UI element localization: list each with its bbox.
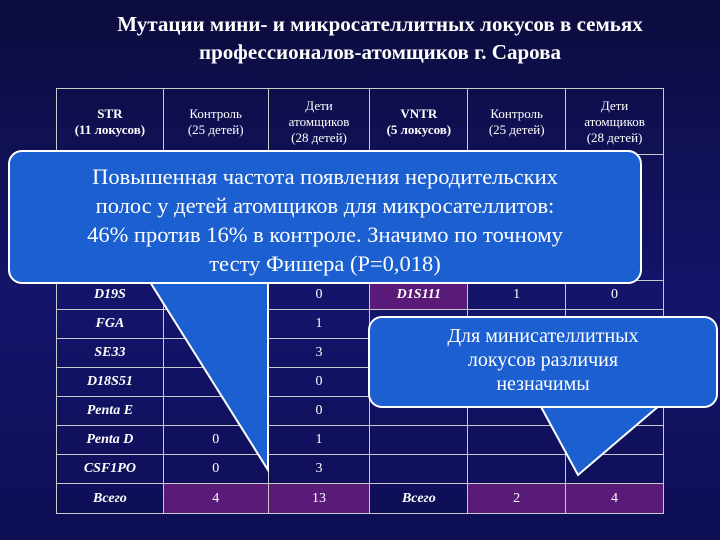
table-row: Penta D 0 1 — [57, 426, 664, 455]
main-callout: Повышенная частота появления неродительских полос у детей атомщиков для микросателлитов: 46% против 16% в контроле. Значимо по точному тесту Фишера (Р=0,018) — [8, 150, 642, 284]
table-total-row: Всего 4 13 Всего 2 4 — [57, 484, 664, 514]
main-callout-tail — [150, 282, 268, 470]
slide-title-line2: профессионалов-атомщиков г. Сарова — [199, 40, 561, 64]
header-str: STR (11 локусов) — [57, 89, 164, 155]
table-row: D18S51 0 — [57, 368, 664, 397]
header-vntr: VNTR (5 локусов) — [370, 89, 468, 155]
header-children: Дети атомщиков (28 детей) — [268, 89, 370, 155]
table-row: Penta E 0 — [57, 397, 664, 426]
table-row: SE33 3 — [57, 339, 664, 368]
header-control: Контроль (25 детей) — [163, 89, 268, 155]
table-row: D19S 0 D1S111 1 0 — [57, 281, 664, 310]
header-vcontrol: Контроль (25 детей) — [468, 89, 566, 155]
table-row: CSF1PO 0 3 — [57, 455, 664, 484]
table-row: FGA 1 — [57, 310, 664, 339]
slide-title-line1: Мутации мини- и микросателлитных локусов в семьях — [117, 12, 643, 36]
minisat-callout: Для минисателлитных локусов различия незначимы — [368, 316, 718, 408]
header-vchildren: Дети атомщиков (28 детей) — [566, 89, 664, 155]
minisat-callout-tail — [540, 405, 660, 475]
